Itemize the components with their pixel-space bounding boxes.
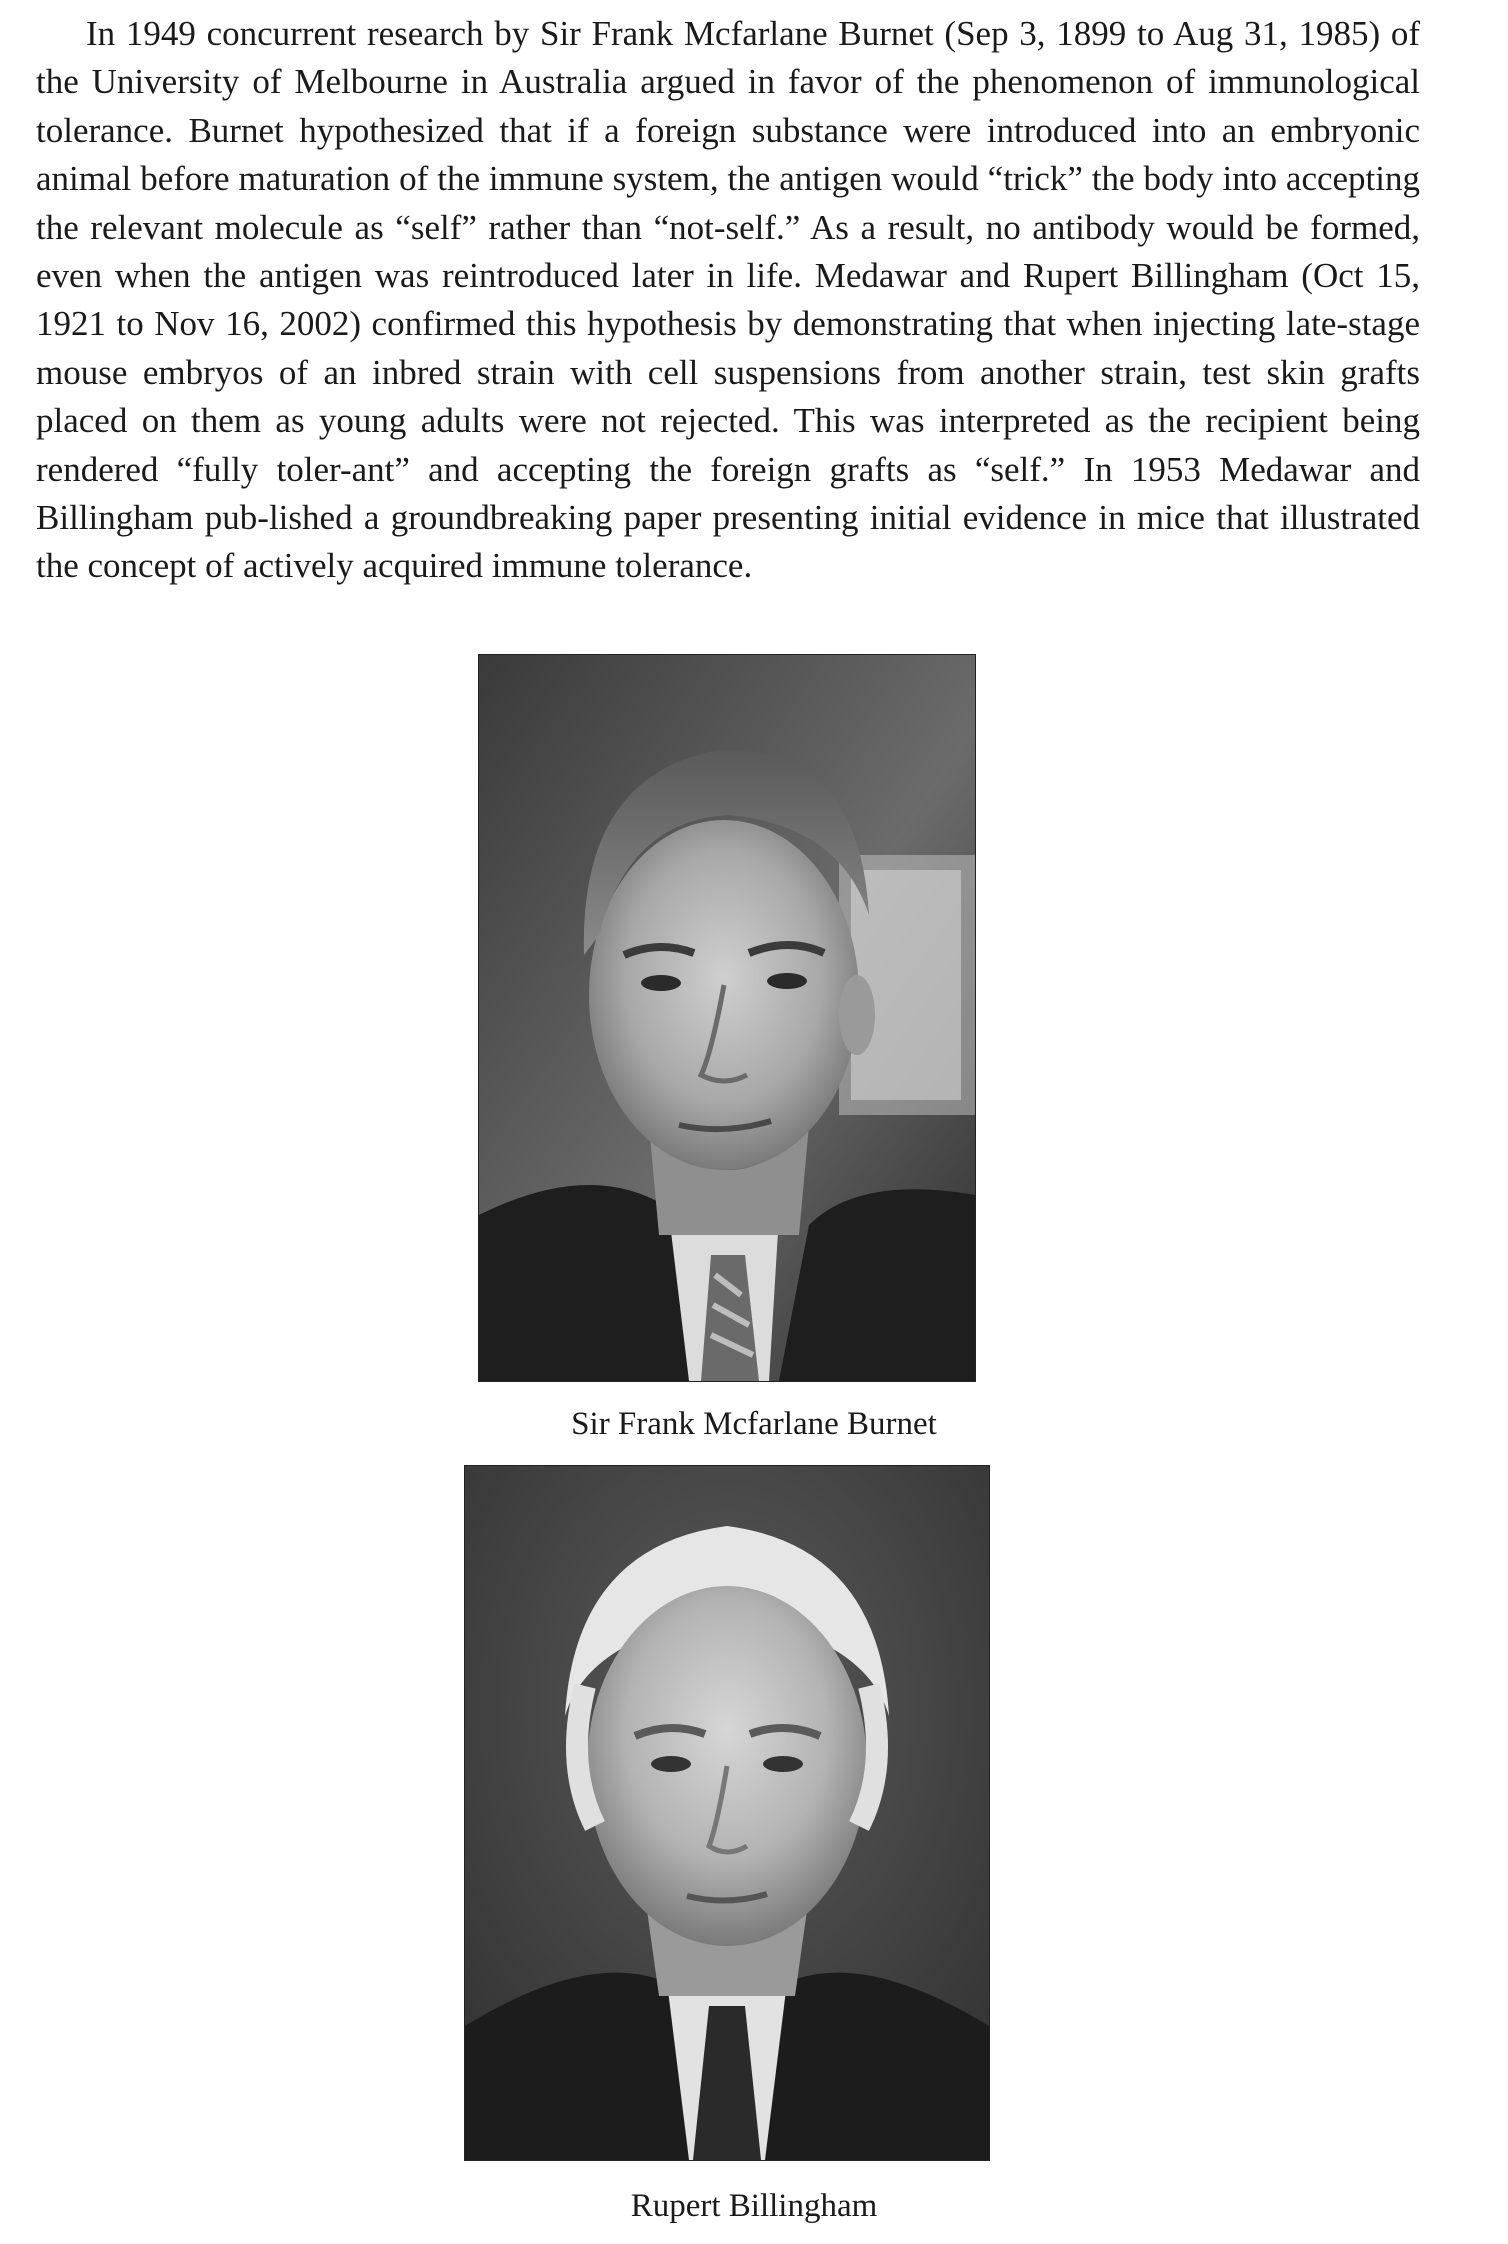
body-paragraph: In 1949 concurrent research by Sir Frank Mcfarlane Burnet (Sep 3, 1899 to Aug 31, 1985) of the University of Melbourne in Australia argued in favor of the phenomenon of immunological tolerance. Burnet hypothesized that if a foreign substance were introduced into an embryonic animal before maturation of the immune system, the antigen would “trick” the body into accepting the relevant molecule as “self” rather than “not-self.” As a result, no antibody would be formed, even when the antigen was reintroduced later in life. Medawar and Rupert Billingham (Oct 15, 1921 to Nov 16, 2002) confirmed this hypothesis by demonstrating that when injecting late-stage mouse embryos of an inbred strain with cell suspensions from another strain, test skin grafts placed on them as young adults were not rejected. This was interpreted as the recipient being rendered “fully toler-ant” and accepting the foreign grafts as “self.” In 1953 Medawar and Billingham pub-lished a groundbreaking paper presenting initial evidence in mice that illustrated the concept of actively acquired immune tolerance. — [36, 14, 1420, 586]
portrait-photo-burnet — [478, 654, 976, 1382]
figure-caption-burnet: Sir Frank Mcfarlane Burnet — [571, 1406, 937, 1442]
figure-caption-billingham: Rupert Billingham — [630, 2188, 878, 2224]
portrait-photo-billingham — [464, 1465, 990, 2161]
